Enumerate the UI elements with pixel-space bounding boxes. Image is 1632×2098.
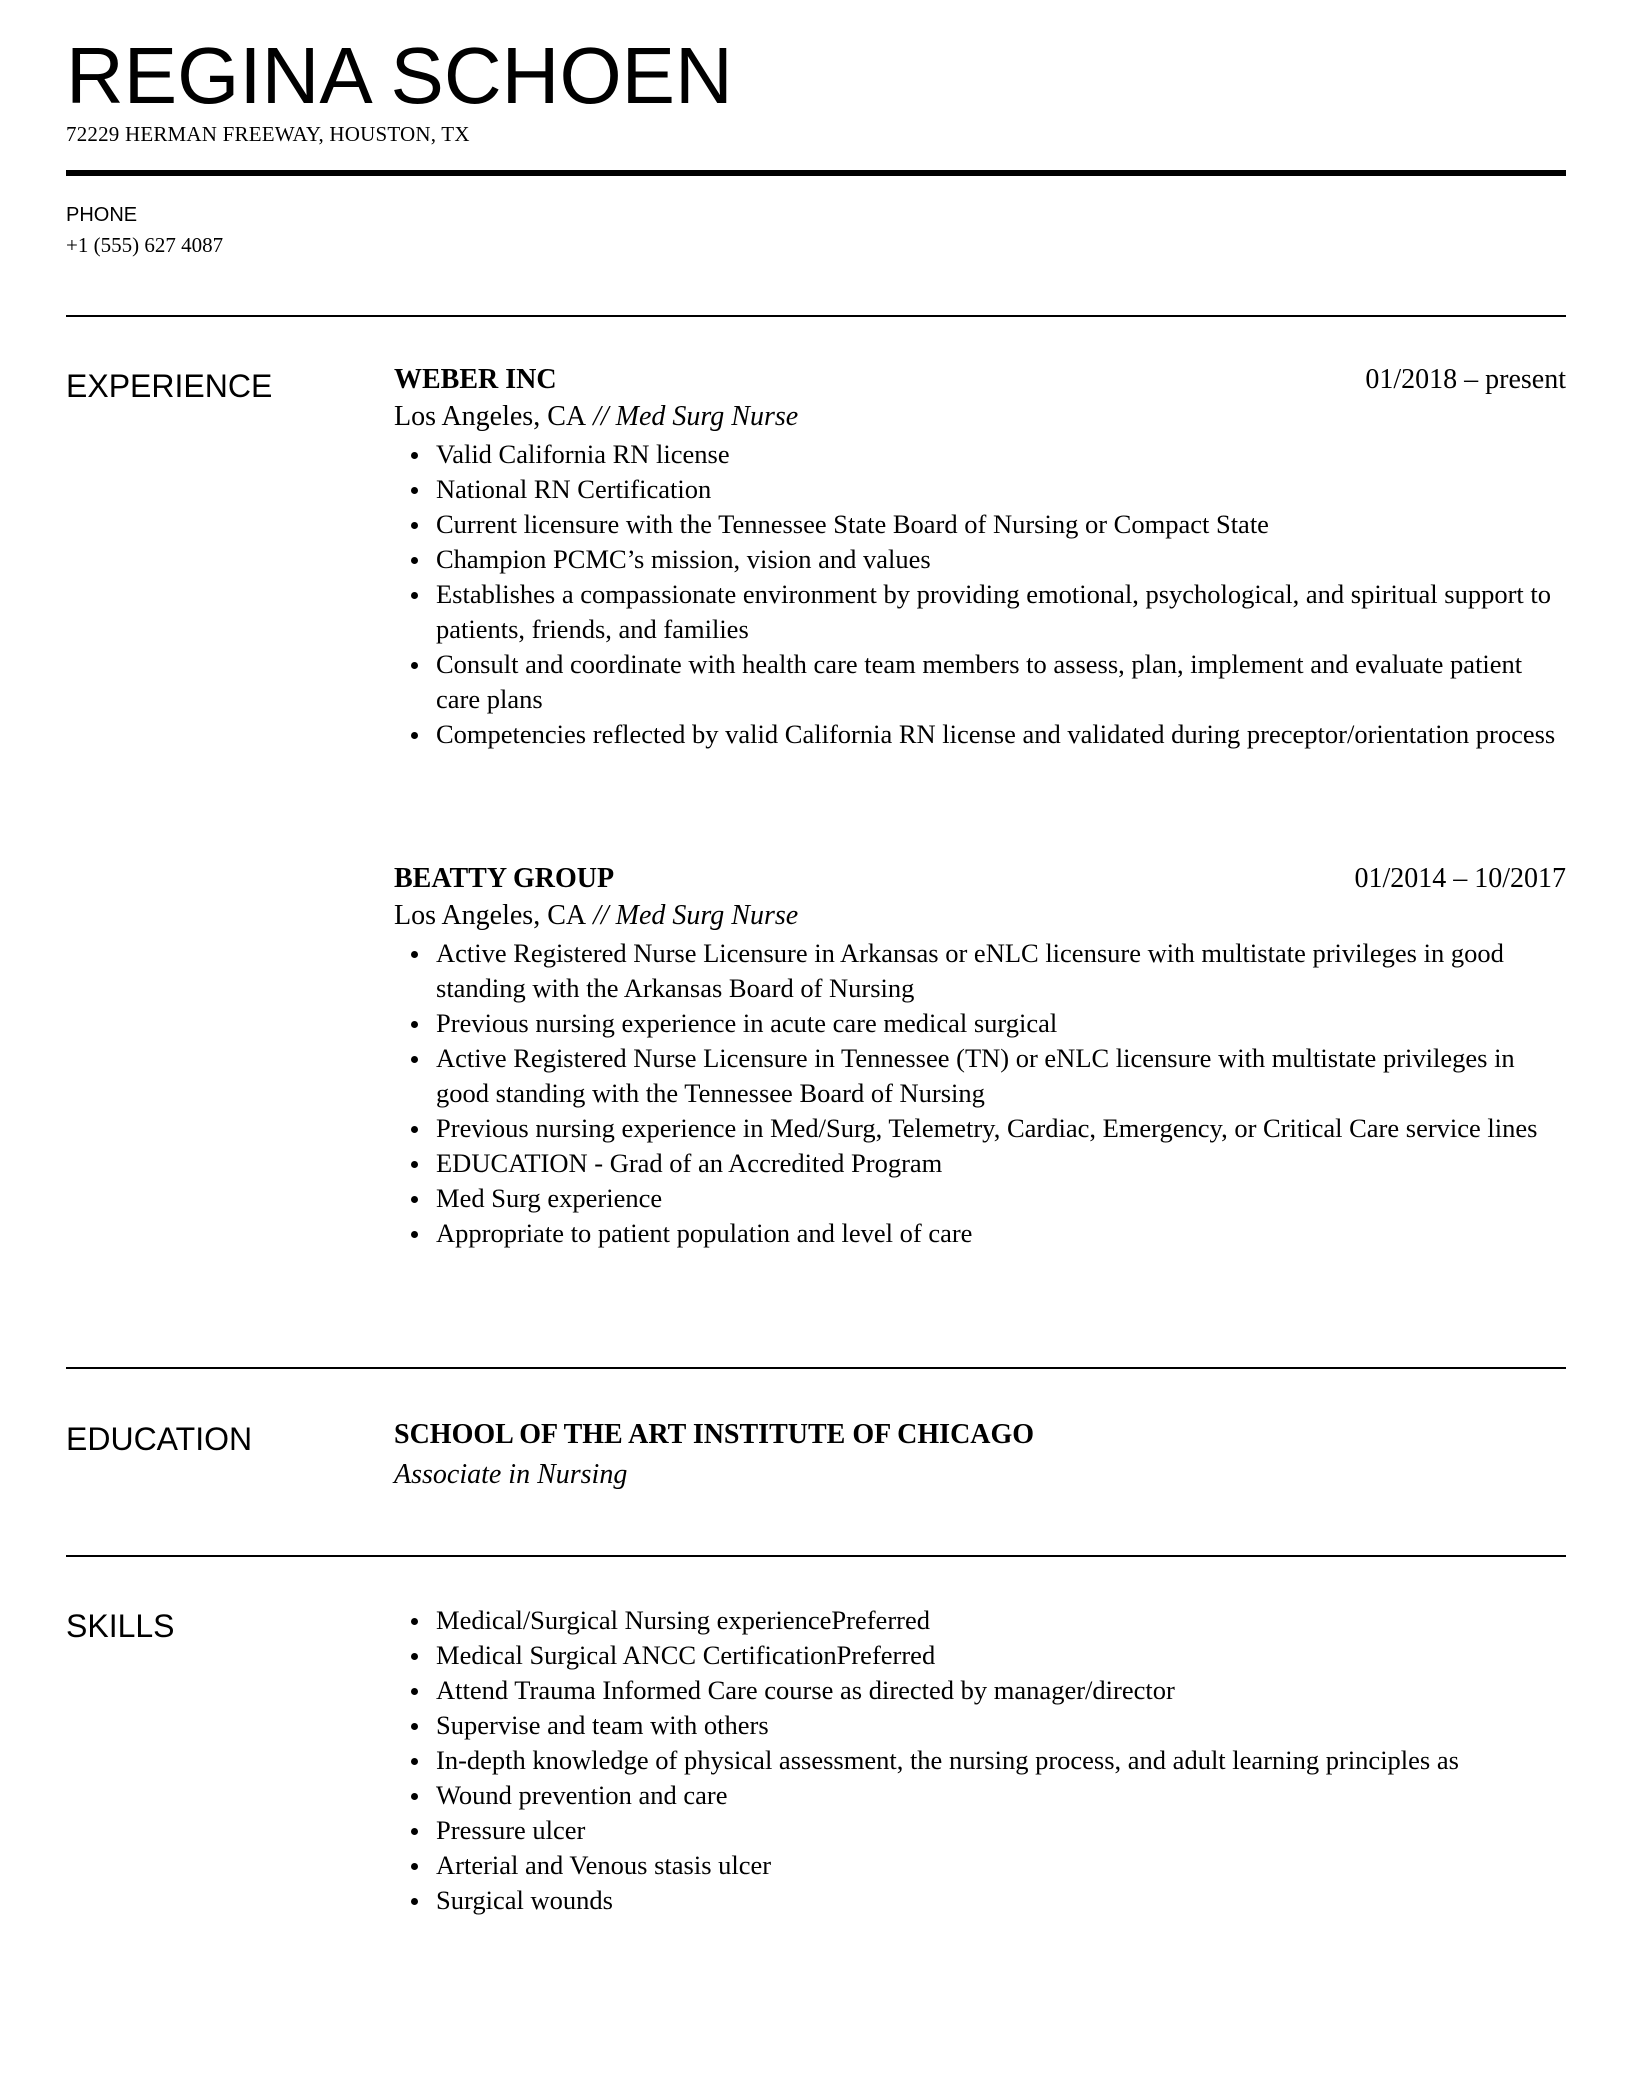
job-location: Los Angeles, CA [394, 900, 587, 931]
job-role: Med Surg Nurse [615, 401, 799, 432]
list-item: Medical/Surgical Nursing experiencePreferred [436, 1603, 1566, 1638]
education-entry [394, 1415, 1566, 1495]
list-item: Previous nursing experience in Med/Surg, Telemetry, Cardiac, Emergency, or Critical Care service lines [436, 1111, 1566, 1146]
phone-label: PHONE [66, 204, 138, 226]
education-section-title: EDUCATION [66, 1421, 253, 1457]
list-item: In-depth knowledge of physical assessment, the nursing process, and adult learning principles as [436, 1743, 1566, 1778]
list-item: Valid California RN license [436, 437, 1566, 472]
company-name: BEATTY GROUP [394, 863, 615, 894]
list-item: Medical Surgical ANCC CertificationPreferred [436, 1638, 1566, 1673]
phone-number: +1 (555) 627 4087 [66, 233, 224, 257]
job-dates: 01/2018 – present [1365, 364, 1566, 395]
company-name: WEBER INC [394, 364, 557, 395]
job-subline [394, 896, 1566, 936]
experience-entry [394, 362, 1566, 752]
job-location: Los Angeles, CA [394, 401, 587, 432]
list-item: Establishes a compassionate environment by providing emotional, psychological, and spiritual support to patients, friends, and families [436, 577, 1566, 647]
list-item: Wound prevention and care [436, 1778, 1566, 1813]
list-item: Previous nursing experience in acute care medical surgical [436, 1006, 1566, 1041]
skills-section-title: SKILLS [66, 1608, 175, 1644]
job-dates: 01/2014 – 10/2017 [1354, 863, 1566, 894]
role-separator: // [586, 900, 616, 931]
job-header [394, 861, 1566, 896]
section-divider [66, 315, 1566, 317]
experience-section-title: EXPERIENCE [66, 368, 273, 404]
list-item: Active Registered Nurse Licensure in Tennessee (TN) or eNLC licensure with multistate privileges in good standing with the Tennessee Board of Nursing [436, 1041, 1566, 1111]
list-item: Consult and coordinate with health care team members to assess, plan, implement and evaluate patient care plans [436, 647, 1566, 717]
header-divider [66, 170, 1566, 176]
list-item: EDUCATION - Grad of an Accredited Program [436, 1146, 1566, 1181]
job-bullets [394, 437, 1566, 752]
candidate-name: REGINA SCHOEN [66, 31, 733, 120]
list-item: National RN Certification [436, 472, 1566, 507]
list-item: Attend Trauma Informed Care course as directed by manager/director [436, 1673, 1566, 1708]
section-divider [66, 1555, 1566, 1557]
role-separator: // [586, 401, 616, 432]
skills-list-container [394, 1603, 1566, 1918]
job-header [394, 362, 1566, 397]
job-role: Med Surg Nurse [615, 900, 799, 931]
list-item: Arterial and Venous stasis ulcer [436, 1848, 1566, 1883]
list-item: Med Surg experience [436, 1181, 1566, 1216]
list-item: Pressure ulcer [436, 1813, 1566, 1848]
list-item: Supervise and team with others [436, 1708, 1566, 1743]
job-bullets [394, 936, 1566, 1251]
degree: Associate in Nursing [394, 1459, 628, 1490]
skills-list [394, 1603, 1566, 1918]
section-divider [66, 1367, 1566, 1369]
school-name: SCHOOL OF THE ART INSTITUTE OF CHICAGO [394, 1419, 1035, 1450]
job-subline [394, 397, 1566, 437]
list-item: Appropriate to patient population and level of care [436, 1216, 1566, 1251]
candidate-address: 72229 HERMAN FREEWAY, HOUSTON, TX [66, 122, 470, 146]
list-item: Active Registered Nurse Licensure in Arkansas or eNLC licensure with multistate privileges in good standing with the Arkansas Board of Nursing [436, 936, 1566, 1006]
list-item: Current licensure with the Tennessee State Board of Nursing or Compact State [436, 507, 1566, 542]
list-item: Competencies reflected by valid California RN license and validated during preceptor/orientation process [436, 717, 1566, 752]
list-item: Surgical wounds [436, 1883, 1566, 1918]
experience-entry [394, 861, 1566, 1251]
list-item: Champion PCMC’s mission, vision and values [436, 542, 1566, 577]
